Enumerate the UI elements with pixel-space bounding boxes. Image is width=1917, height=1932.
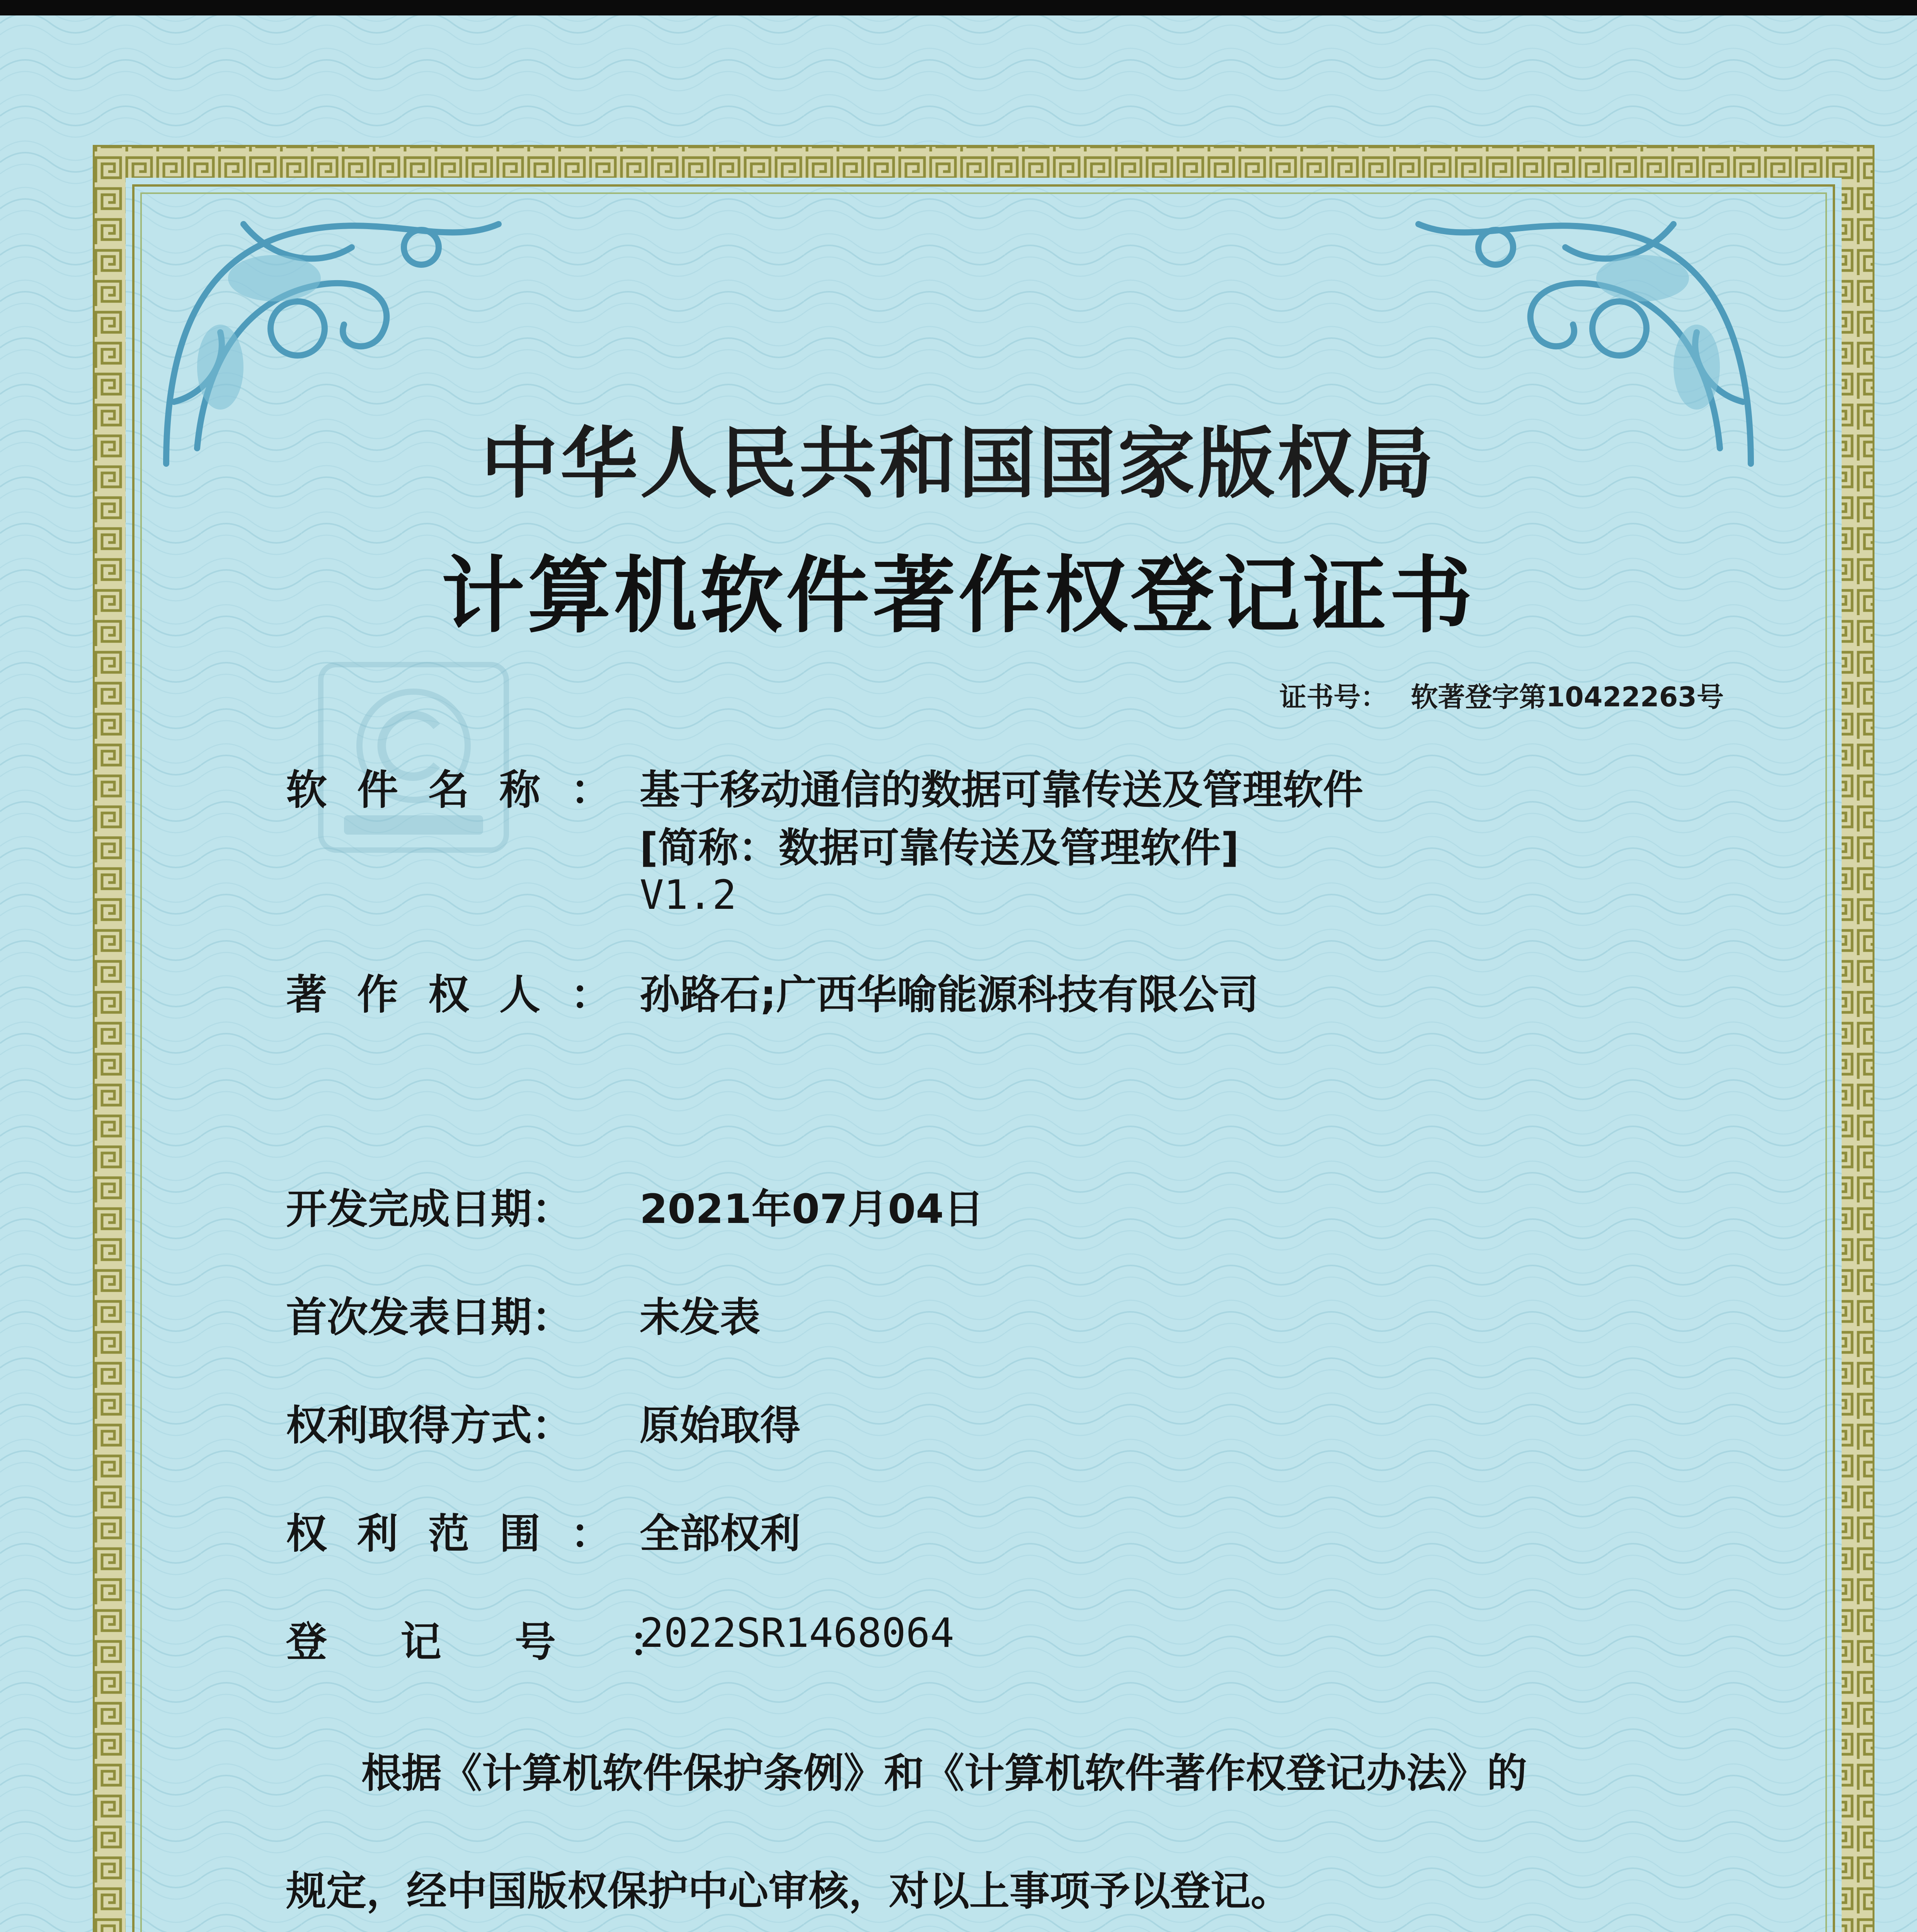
registration-number-label: 登记号： (286, 1618, 744, 1666)
software-name-value: 基于移动通信的数据可靠传送及管理软件 (640, 766, 1364, 813)
certificate-title: 计算机软件著作权登记证书 (441, 546, 1476, 644)
copyright-owner-label: 著作权人： (286, 971, 642, 1019)
issuing-authority: 中华人民共和国国家版权局 (480, 419, 1436, 509)
rights-scope-value: 全部权利 (640, 1510, 801, 1557)
statement-line-2: 规定，经中国版权保护中心审核，对以上事项予以登记。 (286, 1867, 1291, 1915)
rights-scope-label: 权利范围： (286, 1510, 642, 1558)
software-short-name: [简称：数据可靠传送及管理软件] (640, 824, 1239, 871)
certificate-number (1279, 675, 1724, 714)
software-name-label: 软件名称： (286, 766, 642, 814)
publish-date-value: 未发表 (640, 1294, 761, 1341)
copyright-owner-value: 孙路石;广西华喻能源科技有限公司 (640, 971, 1259, 1018)
certificate-number-value: 软著登字第10422263号 (1411, 681, 1724, 713)
certificate-number-label: 证书号： (1279, 681, 1388, 713)
completion-date-value: 2021年07月04日 (640, 1185, 984, 1233)
registration-number-value: 2022SR1468064 (640, 1609, 954, 1656)
completion-date-label: 开发完成日期： (286, 1185, 573, 1233)
publish-date-label: 首次发表日期： (286, 1294, 573, 1341)
acquisition-method-label: 权利取得方式： (286, 1402, 573, 1449)
software-version: V1.2 (640, 871, 737, 918)
statement-line-1: 根据《计算机软件保护条例》和《计算机软件著作权登记办法》的 (361, 1750, 1527, 1797)
acquisition-method-value: 原始取得 (640, 1402, 801, 1449)
